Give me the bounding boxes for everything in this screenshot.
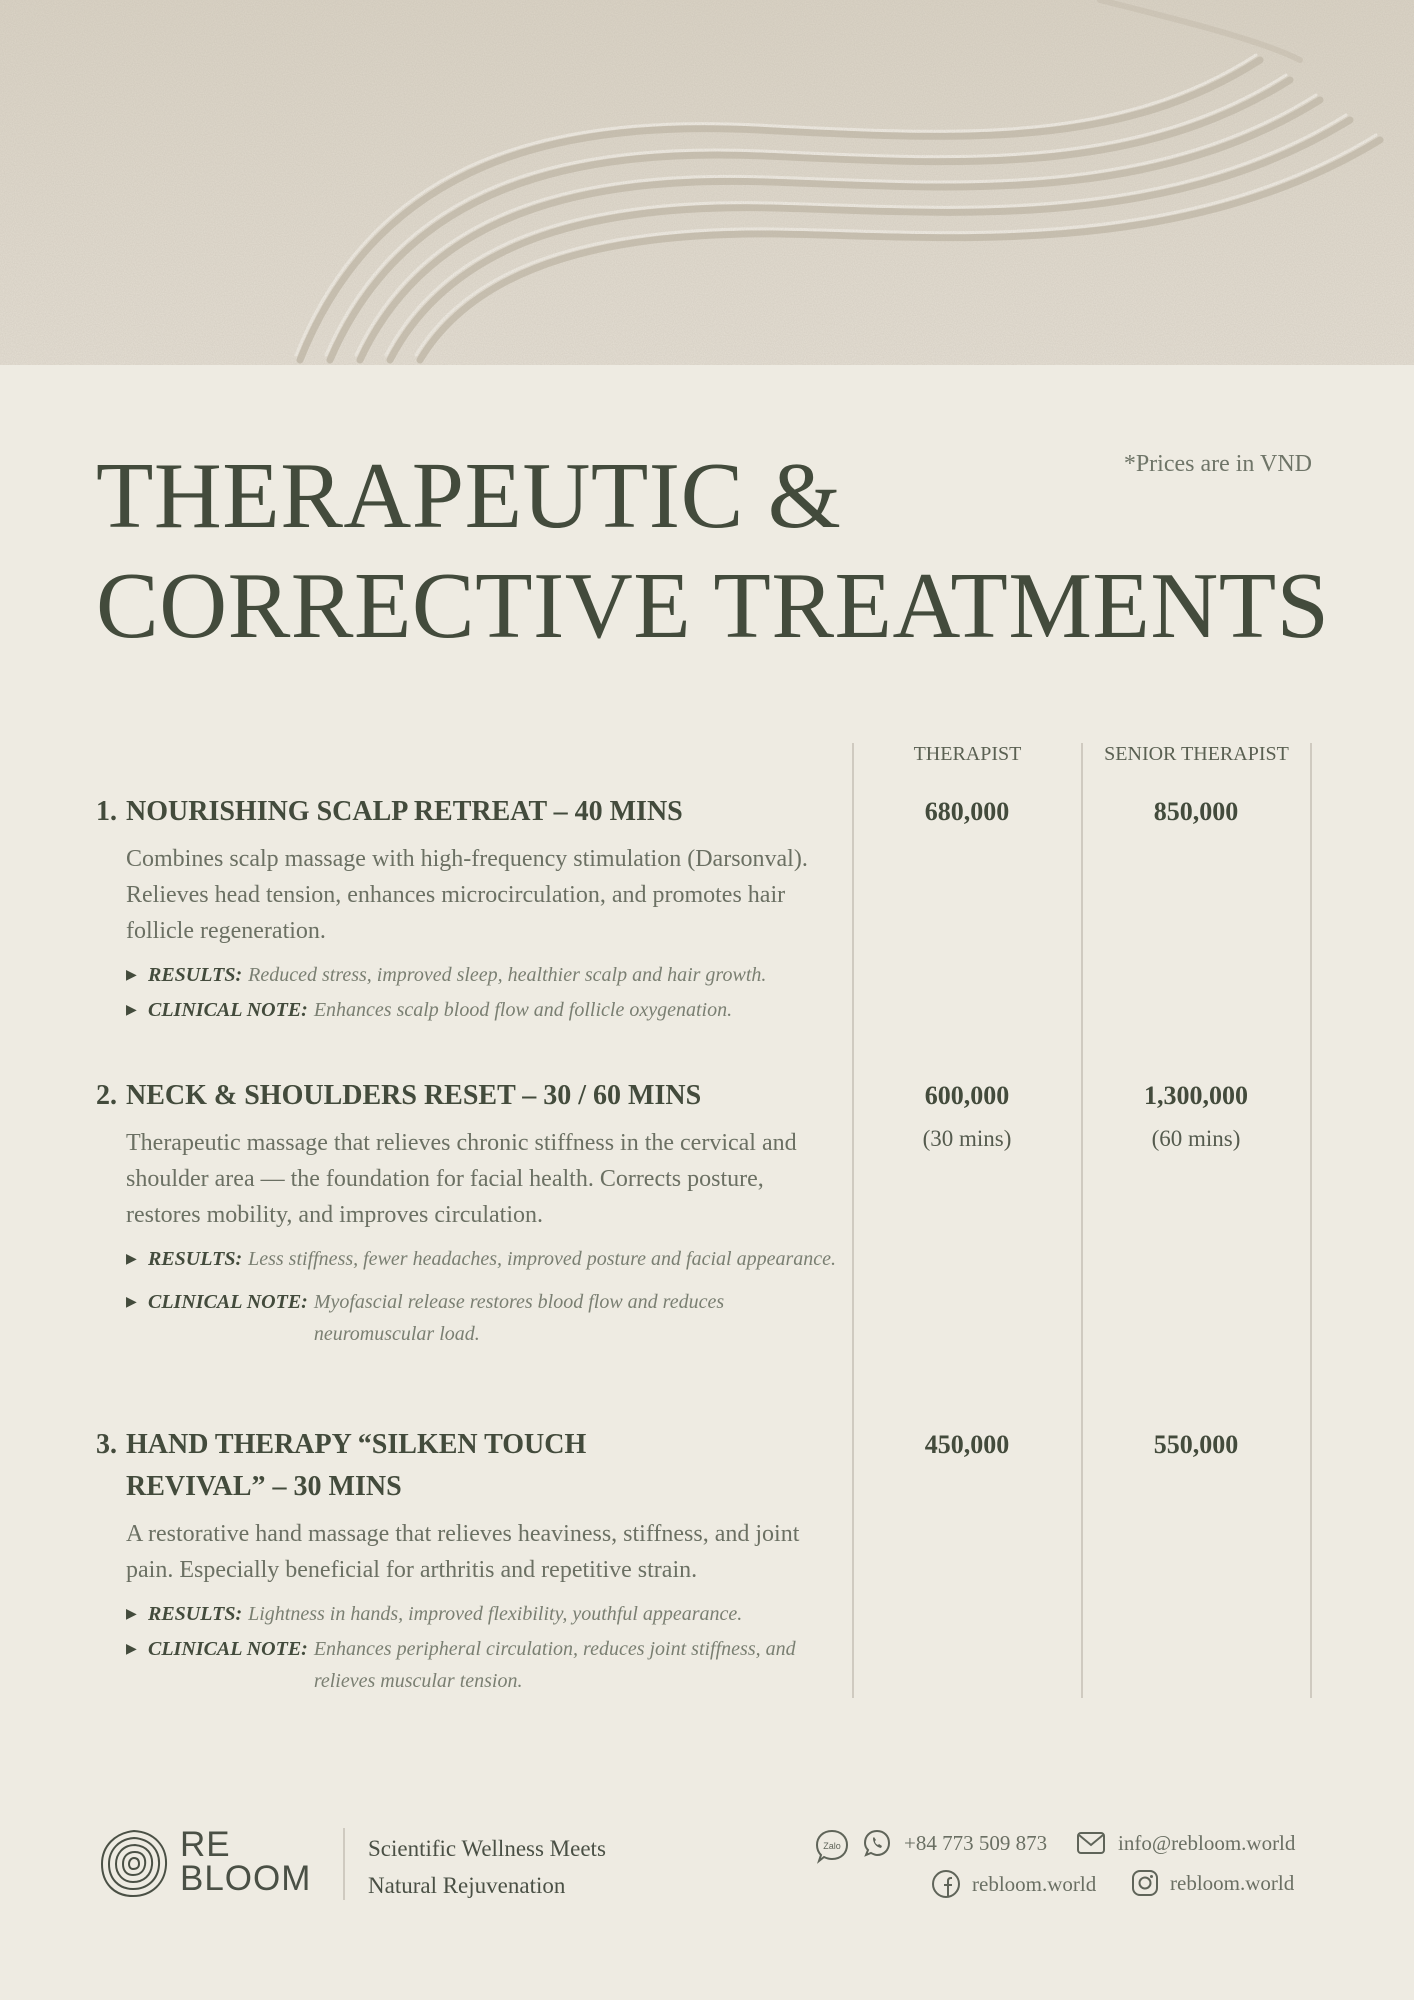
triangle-bullet-icon: ▶ [126,968,137,983]
results-label: RESULTS: [148,1603,243,1625]
clinical-note-label: CLINICAL NOTE: [148,999,308,1021]
price-amount: 1,300,000 [1144,1081,1248,1110]
mail-icon [1076,1830,1106,1856]
price-amount: 550,000 [1153,1430,1239,1459]
results-note [126,959,836,992]
price-senior-therapist [1083,1075,1309,1157]
treatment-number: 3. [96,1429,117,1460]
treatment-item [96,1424,836,1697]
column-header-senior-therapist: SENIOR THERAPIST [1104,743,1289,765]
brand-line-1: RE [180,1825,231,1864]
clinical-note [126,1633,836,1697]
facebook-contact[interactable] [930,1868,1096,1900]
facebook-icon [930,1868,962,1900]
tagline-line-2: Natural Rejuvenation [368,1873,566,1898]
treatment-description: A restorative hand massage that relieves heaviness, stiffness, and joint pain. Especially beneficial for arthritis and repetitive strain. [126,1521,800,1583]
zalo-contact[interactable] [814,1828,850,1864]
instagram-handle: rebloom.world [1170,1870,1295,1895]
treatment-title [96,791,836,833]
column-divider [1081,743,1083,1698]
results-note [126,1243,836,1276]
zalo-icon-label: Zalo [823,1841,841,1851]
page-title-line-1: THERAPEUTIC & [96,444,842,548]
triangle-bullet-icon: ▶ [126,1642,137,1657]
clinical-note-text: Enhances scalp blood flow and follicle oxygenation. [313,999,733,1021]
price-therapist [854,791,1080,833]
brand-line-2: BLOOM [180,1859,312,1898]
triangle-bullet-icon: ▶ [126,1607,137,1622]
page-title [96,441,1329,661]
treatment-title-text: HAND THERAPY “SILKEN TOUCH REVIVAL” – 30 MINS [126,1429,587,1502]
hero-sand-image [0,0,1414,365]
results-text: Reduced stress, improved sleep, healthier scalp and hair growth. [248,964,767,986]
results-label: RESULTS: [148,964,243,986]
whatsapp-icon [862,1828,892,1858]
price-amount: 850,000 [1153,797,1239,826]
treatment-number: 2. [96,1080,117,1111]
clinical-note-text: Myofascial release restores blood flow and reduces neuromuscular load. [313,1291,725,1345]
price-duration-note: (60 mins) [1151,1126,1241,1151]
treatment-item [96,1075,836,1350]
price-amount: 450,000 [924,1430,1010,1459]
price-duration-note: (30 mins) [922,1126,1012,1151]
triangle-bullet-icon: ▶ [126,1252,137,1267]
email-contact[interactable] [1076,1830,1295,1856]
treatment-description: Therapeutic massage that relieves chronic stiffness in the cervical and shoulder area — the foundation for facial health. Corrects posture, restores mobility, and improves circulation. [126,1130,797,1228]
clinical-note-text: Enhances peripheral circulation, reduces joint stiffness, and relieves muscular tension. [313,1638,796,1692]
clinical-note [126,994,836,1027]
brand-tagline [368,1830,606,1904]
price-currency-note: *Prices are in VND [1123,451,1312,477]
email-address: info@rebloom.world [1118,1830,1296,1855]
instagram-contact[interactable] [1130,1868,1294,1898]
tagline-line-1: Scientific Wellness Meets [368,1836,606,1861]
price-therapist [854,1075,1080,1157]
treatment-item [96,791,836,1027]
triangle-bullet-icon: ▶ [126,1003,137,1018]
zalo-icon [814,1828,850,1864]
instagram-icon [1130,1868,1160,1898]
page-title-line-2: CORRECTIVE TREATMENTS [96,554,1330,658]
triangle-bullet-icon: ▶ [126,1295,137,1310]
phone-number: +84 773 509 873 [904,1830,1048,1855]
clinical-note-label: CLINICAL NOTE: [148,1638,308,1660]
price-senior-therapist [1083,791,1309,833]
treatment-number: 1. [96,796,117,827]
clinical-note [126,1286,836,1350]
treatment-title-text: NECK & SHOULDERS RESET – 30 / 60 MINS [126,1080,702,1111]
footer-divider [343,1828,345,1900]
results-text: Lightness in hands, improved flexibility, youthful appearance. [248,1603,743,1625]
price-amount: 600,000 [924,1081,1010,1110]
treatment-description: Combines scalp massage with high-frequency stimulation (Darsonval). Relieves head tension, enhances microcirculation, and promotes hair follicle regeneration. [126,846,808,944]
brand-wordmark [180,1825,312,1898]
rebloom-logo-icon [98,1828,170,1900]
price-therapist [854,1424,1080,1466]
clinical-note-label: CLINICAL NOTE: [148,1291,308,1313]
results-label: RESULTS: [148,1248,243,1270]
price-senior-therapist [1083,1424,1309,1466]
treatment-title [96,1075,836,1117]
results-text: Less stiffness, fewer headaches, improved posture and facial appearance. [248,1248,836,1270]
treatment-title-text: NOURISHING SCALP RETREAT – 40 MINS [126,796,683,827]
results-note [126,1598,836,1631]
facebook-handle: rebloom.world [972,1871,1097,1896]
column-divider [852,743,854,1698]
price-amount: 680,000 [924,797,1010,826]
phone-contact[interactable] [862,1828,1047,1858]
column-header-therapist: THERAPIST [913,743,1022,765]
column-divider [1310,743,1312,1698]
treatment-title [96,1424,656,1508]
